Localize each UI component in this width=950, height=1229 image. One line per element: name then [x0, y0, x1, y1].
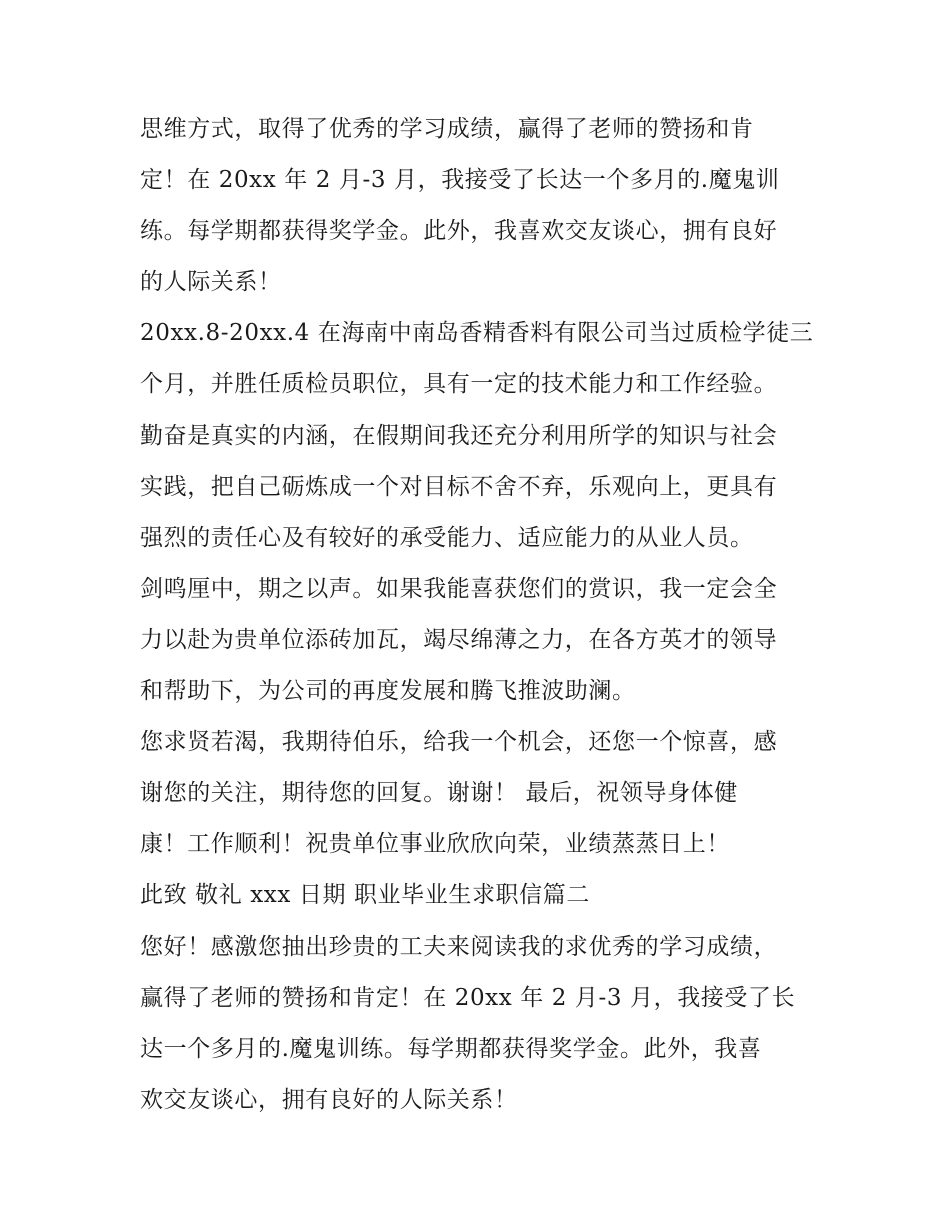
text-line: 强烈的责任心及有较好的承受能力、适应能力的从业人员。 [140, 524, 754, 551]
text-line: 实践，把自己砺炼成一个对目标不舍不弃，乐观向上，更具有 [140, 473, 778, 500]
text-line: 您求贤若渴，我期待伯乐，给我一个机会，还您一个惊喜，感 [140, 729, 778, 756]
text-line: 练。每学期都获得奖学金。此外，我喜欢交友谈心，拥有良好 [140, 218, 778, 245]
document-body [140, 104, 820, 1126]
text-line: 定！在 20xx 年 2 月-3 月，我接受了长达一个多月的.魔鬼训 [140, 167, 780, 194]
text-line: 此致 敬礼 xxx 日期 职业毕业生求职信篇二 [140, 882, 590, 909]
text-line: 力以赴为贵单位添砖加瓦，竭尽绵薄之力，在各方英才的领导 [140, 626, 778, 653]
text-line: 思维方式，取得了优秀的学习成绩，赢得了老师的赞扬和肯 [140, 116, 754, 142]
text-line: 康！工作顺利！祝贵单位事业欣欣向荣，业绩蒸蒸日上！ [140, 831, 730, 858]
text-line: 个月，并胜任质检员职位，具有一定的技术能力和工作经验。 [140, 371, 778, 398]
text-line: 和帮助下，为公司的再度发展和腾飞推波助澜。 [140, 678, 636, 705]
text-line: 剑鸣厘中，期之以声。如果我能喜获您们的赏识，我一定会全 [140, 575, 778, 602]
text-line: 达一个多月的.魔鬼训练。每学期都获得奖学金。此外，我喜 [140, 1035, 762, 1062]
text-line: 赢得了老师的赞扬和肯定！在 20xx 年 2 月-3 月，我接受了长 [140, 984, 796, 1011]
text-line: 谢您的关注，期待您的回复。谢谢！ 最后，祝领导身体健 [140, 780, 738, 807]
text-line: 您好！感激您抽出珍贵的工夫来阅读我的求优秀的学习成绩， [140, 933, 778, 960]
text-line: 欢交友谈心，拥有良好的人际关系！ [140, 1086, 518, 1113]
text-line: 20xx.8-20xx.4 在海南中南岛香精香料有限公司当过质检学徒三 [140, 320, 814, 347]
text-line: 的人际关系！ [140, 269, 282, 296]
text-line: 勤奋是真实的内涵，在假期间我还充分利用所学的知识与社会 [140, 422, 778, 449]
